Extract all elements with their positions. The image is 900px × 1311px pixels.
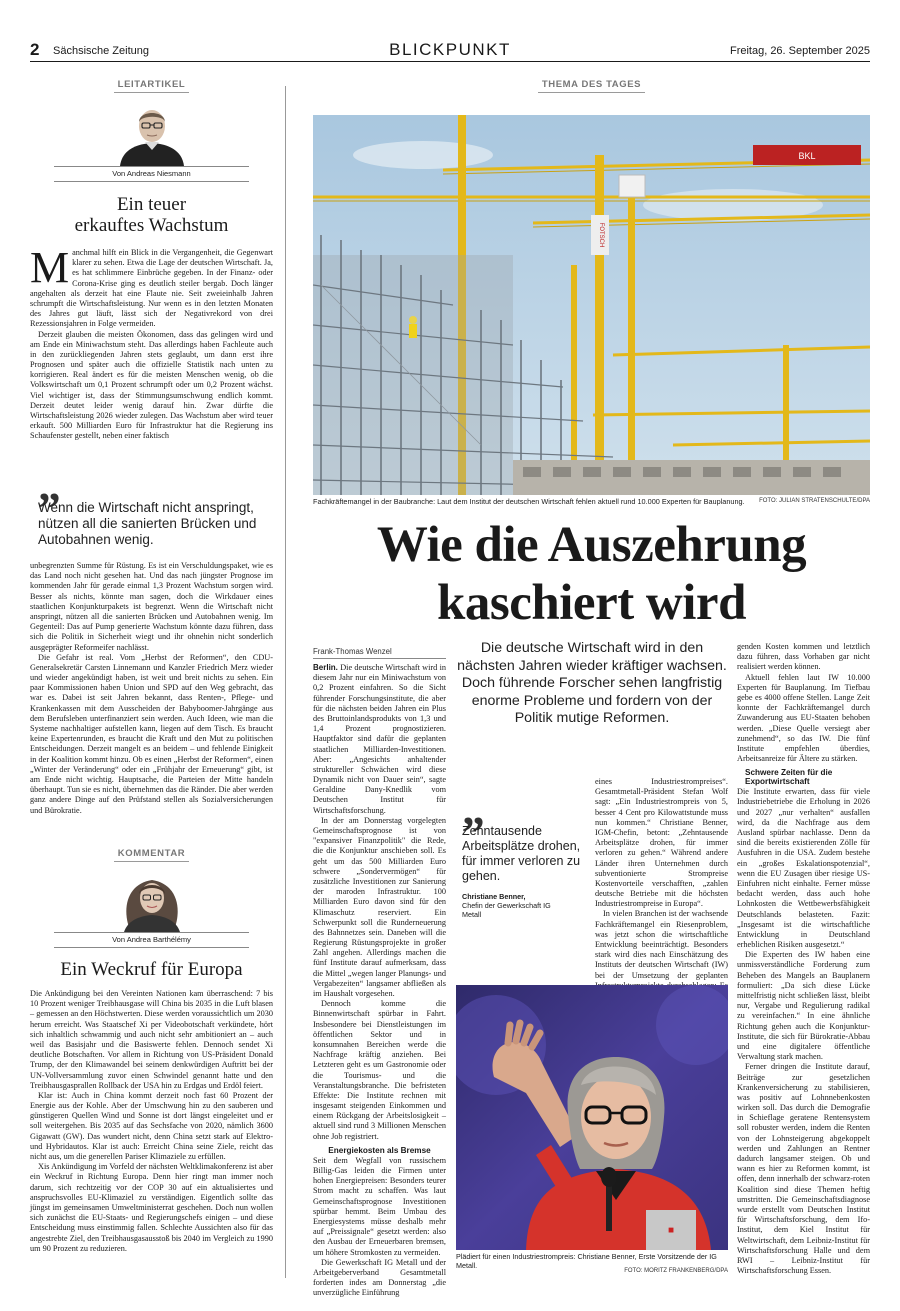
subheading-energiekosten: Energiekosten als Bremse (328, 1145, 431, 1155)
leitartikel-body-top (30, 243, 273, 442)
column-divider (285, 86, 286, 1278)
thema-paragraph: Aktuell fehlen laut IW 10.000 Experten für Bauplanung. Im Tiefbau gebe es 4000 offene Stellen. Lange Zeit konnte der Fachkräftemangel durch Zuwanderung aus EU-Staaten behoben werden. „Diese Quelle versiegt aber zunehmend“, so das IW. Die fünf Institute empfehlen überdies, Arbeitsanreize für Ältere zu stärken. (737, 672, 870, 764)
thema-paragraph: Die Institute erwarten, dass für viele Industriebetriebe die Erholung in 2026 und 2027 „nur verhalten“ ausfallen wird, da die Nachfrage aus dem Ausland spürbar nachlasse. Denn da sind die bereits existierenden Zölle für Ausfuhren in die USA. Zudem bestehe ein „großes Eskalationspotenzial“, wenn die EU Zusagen über riesige US-Einfuhren nicht einhalte. Ferner müsse bedacht werden, dass auch hohe Lohnkosten die Wettbewerbsfähigkeit Deutschlands belasteten. Fazit: „Insgesamt ist die wirtschaftliche Entwicklung in Deutschland erheblichen Risiken ausgesetzt.“ (737, 787, 870, 950)
kommentar-paragraph: Klar ist: Auch in China kommt derzeit noch fast 60 Prozent der Energie aus der Kohle. Aber der Umschwung hin zu den sauberen und günstigeren Quellen Wind und Sonne ist dort längst eingeleitet und er soll weitergehen. Bis 2035 auf das Sechsfache von 2020, nämlich 3600 Gigawatt (GW). Das wundert nicht, denn China setzt stark auf Elektro- und Hybridautos. Klar ist auch: Erreicht China seine Ziele, reicht das nicht aus, um die generellen Pariser Klimaziele zu erfüllen. (30, 1090, 273, 1161)
dateline: Berlin. (313, 663, 338, 672)
leitartikel-paragraph: Derzeit glauben die meisten Ökonomen, dass das gelingen wird und am Ende ein Miniwachstum steht. Das allerdings haben Fachleute auch in den zurückliegenden Jahren stets geglaubt, um dann erst ihre Prognosen und später auch die offizielle Statistik nach unten zu korrigieren. Real ändert es für die meisten Menschen wenig, ob die Volkswirtschaft um 0,1 Prozent schrumpft oder um 0,2 Prozent wächst. Viel wichtiger ist, dass der Stimmungsumschwung endlich kommt. Derzeit deutet leider wenig darauf hin. Zwar dürfte die Wirtschaftsleistung 2026 wieder zulegen. Das Wachstum aber wird teuer erkauft. 500 Milliarden Euro für Infrastruktur hat die Regierung ins Schaufenster gestellt, neben einer faktisch (30, 329, 273, 441)
kommentar-kicker: KOMMENTAR (30, 848, 273, 862)
thema-paragraph: Die Gewerkschaft IG Metall und der Arbeitgeberverband Gesamtmetall forderten indes am Donnerstag „die unverzügliche Einführung (313, 1257, 446, 1298)
leitartikel-paragraph: Manchmal hilft ein Blick in die Vergangenheit, die Gegenwart klarer zu sehen. Etwa die Lage der deutschen Wirtschaft. Ja, es hat schlimmere Einbrüche gegeben. In der Finanz- oder Corona-Krise ging es deutlich steiler bergab. Doch länger angehalten als derzeit hat eine Flaute nie. Seit zweieinhalb Jahren schrumpft die Wirtschaftsleistung. Nur wenn es in den letzten Monaten des Jahres gut läuft, lässt sich der Negativrekord von drei Rezessionsjahren in Folge vermeiden. (30, 243, 273, 329)
author-portrait-niesmann (112, 102, 192, 166)
quote-mark-icon: „ (462, 783, 485, 834)
leitartikel-headline: Ein teuer erkauftes Wachstum (74, 194, 229, 236)
pull-quote-text: Zehntausende Arbeitsplätze drohen, für immer verloren zu gehen. (462, 824, 581, 883)
leitartikel-paragraph: Die Gefahr ist real. Vom „Herbst der Reformen“, den CDU-Generalsekretär Carsten Linnemann und Kanzler Friedrich Merz wieder und wieder angekündigt haben, ist weit und breit nichts zu sehen. Ein paar Kommissionen haben Union und SPD auf den Weg gebracht, das war es. Dabei ist seit Jahren bekannt, dass Renten-, Pflege- und Krankenkassen mit dem Ausscheiden der Babyboomer-Jahrgänge aus dem Berufsleben unterfinanziert sein werden. Auch Ideen, wie man die Systeme nachhaltiger aufstellen kann, liegen auf dem Tisch. Es braucht keine Expertenrunden, es braucht die Kraft und den Mut zu politischen Entscheidungen. Derzeit mangelt es an beidem – und fehlende Einigkeit in der Koalition kommt hinzu. Ob es einen „Herbst der Reformen“, einen „Winter der Veränderung“ oder ein „Frühjahr der Erneuerung“ gibt, ist am Ende nicht wichtig. Hauptsache, die Parteien der Mitte handeln überhaupt. Tun sie es nicht, übernehmen das die Ränder. Die aber werden ganz andere Dinge auf den Prüfstand stellen als Sozialversicherungen und Bürokratie. (30, 652, 273, 815)
cranes-photo (313, 115, 870, 495)
section-title: BLICKPUNKT (389, 40, 511, 59)
leitartikel-quote-text: Wenn die Wirtschaft nicht anspringt, nützen all die sanierten Brücken und Autobahnen wenig. (38, 500, 257, 547)
photo-credit: FOTO: JULIAN STRATENSCHULTE/DPA (759, 498, 870, 504)
thema-paragraph: Ferner dringen die Institute darauf, Beiträge zur gesetzlichen Krankenversicherung zu stabilisieren, was positiv auf Lohnnebenkosten wirken soll. Das durch die Demografie in Schieflage geratene Rentensystem soll robuster werden, indem die Renten von der Lohnsteigerung abgekoppelt werden und Zahlungen an Rentner dadurch langsamer steigen. Ob und wann es hier zu Reformen kommt, ist offen, denn innerhalb der schwarz-roten Koalition sind diese Themen heftig umstritten. Die Gemeinschaftsdiagnose wurde erstellt vom Deutschen Institut für Wirtschaftsforschung, dem Ifo-Institut, dem Kiel Institut für Weltwirtschaft, dem Leibniz-Institut für Wirtschaftsforschung Halle und dem RWI – Leibniz-Institut für Wirtschaftsforschung Essen. (737, 1062, 870, 1276)
svg-text:■: ■ (667, 1225, 675, 1236)
thema-paragraph: Dennoch komme die Binnenwirtschaft spürbar in Fahrt. Insbesondere bei Dienstleistungen im öffentlichen Sektor und in konsumnahen Bereichen werde die Nachfrage kräftig anziehen. Bei Letzteren geht es um Gastronomie oder die Tourismus- und die Veranstaltungsbranche. Die befristeten Effekte: Die Institute rechnen mit insgesamt steigenden Einkommen und einem Rückgang der Arbeitslosigkeit – aktuell sind rund 3 Millionen Menschen ohne Job registriert. (313, 999, 446, 1141)
kommentar-byline: Von Andrea Barthélémy (112, 935, 191, 944)
pull-quote-role: Chefin der Gewerkschaft IG Metall (462, 901, 551, 919)
photo-credit: FOTO: MORITZ FRANKENBERG/DPA (624, 1268, 728, 1274)
author-portrait-barthelemy (112, 870, 192, 932)
kommentar-section (30, 848, 273, 1254)
thema-lead: Die deutsche Wirtschaft wird in den nächsten Jahren wieder kräftiger wachsen. Doch führende Forscher sehen langfristig enorme Probleme und fordern von der Politik mutige Reformen. (457, 640, 727, 726)
thema-paragraph: Seit dem Wegfall von russischem Billig-Gas leiden die Firmen unter hohen Energiepreisen: Besonders teurer Strom macht zu schaffen. Was laut Gemeinschaftsprognose Investitionen spürbar hemmt. Beim Umbau des Energiesystems müsse deshalb mehr auf „Preissignale“ gesetzt werden: also den Ausbau der Erneuerbaren bremsen, um höhere Stromkosten zu vermeiden. (313, 1155, 446, 1257)
benner-photo (456, 985, 728, 1250)
kommentar-paragraph: Xis Ankündigung im Vorfeld der nächsten Weltklimakonferenz ist aber ein Weckruf in Richtung Europa. Denn hier ringt man immer noch darum, sich rechtzeitig vor der COP 30 auf ein aktualisiertes und anspruchsvolles EU-Klimaziel zu verständigen. Eigentlich sollte das jüngst im gemeinsamen Umweltministerrat geschehen. Doch nun wollen sich zunächst die EU-Staats- und Regierungschefs einigen – und diese Entscheidung muss einstimmig fallen. Schlechte Aussichten also für das angestrebte Ziel, den Treibhausgasausstoß bis 2040 im Vergleich zu 1990 um 90 Prozent zu reduzieren. (30, 1162, 273, 1253)
thema-paragraph: In vielen Branchen ist der wachsende Fachkräftemangel ein Riesenproblem, was jetzt schon die wirtschaftliche Entwicklung beeinträchtigt. Besonders stark wird dies nach Einschätzung des Instituts der deutschen Wirtschaft (IW) bei der Umsetzung der geplanten (595, 909, 728, 980)
thema-author: Frank-Thomas Wenzel (313, 647, 392, 656)
thema-column-2 (595, 777, 728, 1001)
cranes-photo-caption (313, 497, 870, 509)
header-rule (30, 61, 870, 62)
thema-paragraph: genden Kosten kommen und letztlich dazu führen, dass Vorhaben gar nicht realisiert werden können. (737, 642, 870, 672)
leitartikel-body-bottom (30, 561, 273, 816)
thema-column-3 (737, 642, 870, 1276)
caption-text: Plädiert für einen Industriestrompreis: Christiane Benner, Erste Vorsitzende der IG Metall. (456, 1252, 717, 1270)
benner-photo-caption (456, 1252, 728, 1274)
leitartikel-quote (38, 459, 268, 548)
kommentar-headline: Ein Weckruf für Europa (60, 959, 243, 980)
thema-paragraph: In der am Donnerstag vorgelegten Gemeinschaftsprognose ist von "expansiver Finanzpolitik" die Rede, die die Konjunktur anschieben soll. Es geht um das 500 Milliarden Euro schwere „Sondervermögen“ für zusätzliche Investitionen zur Sanierung der maroden Infrastruktur. 100 Milliarden Euro davon sind für den Klimaschutz reserviert. Ein Schwerpunkt soll die Runderneuerung des Bahnnetzes sein. Daneben will die Regierung Rüstungsprojekte in großer Zahl angehen. Allerdings machen die fünf Institute darauf aufmerksam, dass die Mittel „wegen langer Planungs- und Vergabezeiten“ langsamer abfließen als im Haushalt vorgesehen. (313, 815, 446, 998)
crane-sign: BKL (798, 151, 816, 161)
leitartikel-paragraph: unbegrenzten Summe für Rüstung. Es ist ein Verschuldungspaket, wie es das Land noch nicht gesehen hat. Und das nach jüngster Prognose im kommenden Jahr für gerade einmal 1,3 Prozent Wachstum sorgen wird. Besser als nichts, könnte man sagen, doch die Wirkdauer eines staatlichen Konjunkturpakets ist begrenzt. Wenn die Wirtschaft nicht anspringt, nützen all die sanierten Brücken und Autobahnen wenig. Im Gegenteil: Das auf Pump generierte Wachstum könnte dazu führen, dass sich die Politik in Sicherheit wiegt und ihr ohnehin nicht sonderlich ausgeprägter Reformeifer nachlässt. (30, 561, 273, 652)
leitartikel-section (30, 79, 273, 442)
leitartikel-byline: Von Andreas Niesmann (112, 169, 191, 178)
newspaper-name: Sächsische Zeitung (53, 45, 149, 57)
thema-paragraph: Die Experten des IW haben eine unmissverständliche Forderung zum Beheben des Mangels an Bauplanern formuliert: „Da sich diese Lücke mittelfristig nicht schließen lässt, bleibt nur, Vergabe und Regulierung radikal zu vereinfachen.“ In eine ähnliche Richtung gehen auch die Konjunktur-Institute, die sich für Bürokratie-Abbau und eine digitalere öffentliche Verwaltung stark machen. (737, 950, 870, 1062)
kommentar-paragraph: Die Ankündigung bei den Vereinten Nationen kam überraschend: 7 bis 10 Prozent weniger Treibhausgase will China bis 2035 in die Luft blasen – gemessen an den Höchstwerten. Diese werden voraussichtlich um 2030 herum erreicht. Was Staatschef Xi per Videobotschaft verkündete, hört sich inhaltlich schwammig und auch nicht sehr ambitioniert an – auch weil das Basisjahr und die Basiswerte fehlen. Dennoch sendet Xi deutliche Botschaften. Vor allem in Richtung von US-Präsident Donald Trump, der den Klimawandel bei seinem denkwürdigen Auftritt bei der UN-Vollversammlung zuvor einen Schwindel genannt hatte und den Treibhausgasprallen Rollback der USA hin zu Erdgas und Erdöl feiert. (30, 989, 273, 1090)
kommentar-body (30, 989, 273, 1254)
crane-mast-label: FOTSCH (598, 222, 604, 248)
pull-quote (462, 783, 592, 919)
page-number: 2 (30, 40, 40, 59)
author-rule (313, 658, 446, 659)
page-header (30, 40, 870, 60)
leitartikel-kicker: LEITARTIKEL (30, 79, 273, 93)
thema-paragraph: Berlin. Die deutsche Wirtschaft wird in diesem Jahr nur ein Miniwachstum von 0,2 Prozent einfahren. So die Sicht führender Forschungsinstitute, die aber für die nächsten beiden Jahren ein Plus des Bruttoinlandsprodukts von 1,3 und 1,4 Prozent prognostizieren. Hauptfaktor sind dafür die geplanten staatlichen Milliarden-Investitionen. Aber: „Angesichts anhaltender struktureller Schwächen wird diese Dynamik nicht von Dauer sein“, sagte Geraldine Dany-Knedlik vom Deutschen Institut für Wirtschaftsforschung. (313, 663, 447, 815)
thema-kicker: THEMA DES TAGES (313, 79, 870, 93)
caption-text: Fachkräftemangel in der Baubranche: Laut dem Institut der deutschen Wirtschaft fehlen aktuell rund 10.000 Experten für Bauplanung. (313, 497, 745, 506)
quote-mark-icon: „ (38, 459, 61, 510)
issue-date: Freitag, 26. September 2025 (729, 45, 870, 57)
main-headline: Wie die Auszehrung kaschiert wird (376, 517, 807, 631)
pull-quote-name: Christiane Benner, (462, 892, 526, 901)
drop-cap: M (30, 243, 70, 292)
thema-column-1 (313, 663, 446, 1298)
subheading-exportwirtschaft: Schwere Zeiten für die Exportwirtschaft (745, 768, 833, 787)
thema-paragraph: eines Industriestrompreises“. Gesamtmetall-Präsident Stefan Wolf sagt: „Ein Industriestrompreis von 5, besser 4 Cent pro Kilowattstunde muss nun kommen.“ Christiane Benner, IGM-Chefin, betont: „Zehntausende Arbeitsplätze drohen, für immer verloren zu gehen.“ Während andere Länder ihren Unternehmen durch subventionierte Strompreise Kostenvorteile verschafften, „zahlen deutsche Betriebe mit die höchsten Industriestrompreise in Europa“. (595, 777, 728, 909)
